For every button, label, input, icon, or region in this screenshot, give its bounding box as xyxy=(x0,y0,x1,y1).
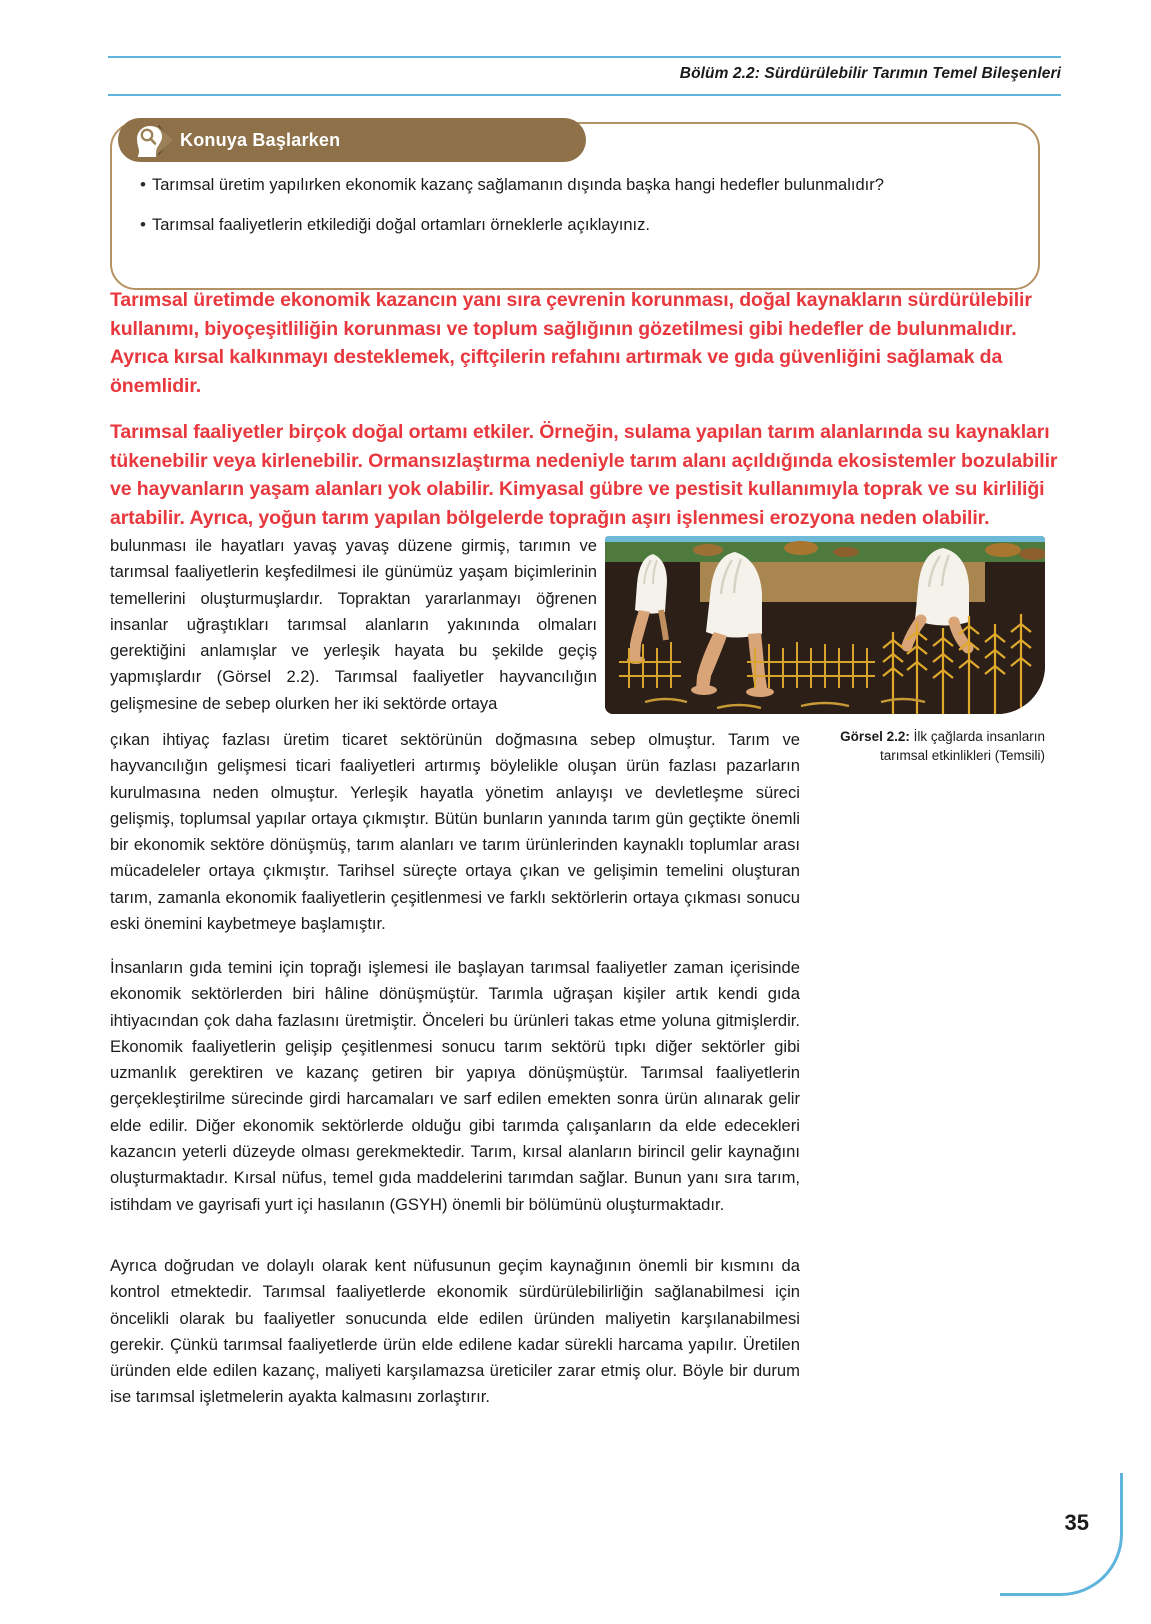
body-paragraph-1a: bulunması ile hayatları yavaş yavaş düzene girmiş, tarımın ve tarımsal faaliyetlerin keşfedilmesi ile günümüz yaşam biçimlerinin temellerini oluşturmuşlardır. Topraktan yararlanmayı öğrenen insanlar uğraştıkları tarımsal alanların yakınında olmaları gerektiğini anlamışlar ve yerleşik hayata bu şekilde geçiş yapmışlardır (Görsel 2.2). Tarımsal faaliyetler hayvancılığın gelişmesine de sebep olurken her iki sektörde ortaya xyxy=(110,536,597,713)
page-number: 35 xyxy=(1064,1510,1089,1535)
list-item xyxy=(134,172,1034,198)
question-text: Tarımsal üretim yapılırken ekonomik kazanç sağlamanın dışında başka hangi hedefler bulunmalıdır? xyxy=(152,176,884,194)
header-rule-top xyxy=(108,56,1061,58)
running-header-title: Bölüm 2.2: Sürdürülebilir Tarımın Temel Bileşenleri xyxy=(679,65,1061,82)
question-list xyxy=(134,172,1034,252)
body-paragraph-1b: çıkan ihtiyaç fazlası üretim ticaret sektörünün doğmasına sebep olmuştur. Tarım ve hayvancılığın gelişmesi ticari faaliyetleri artırmış böylelikle oluşan ürün fazlası pazarların kurulmasına neden olmuştur. Yerleşik hayatla yönetim anlayışı ve devletleşme süreci gelişmiş, toplumsal yapılar ortaya çıkmıştır. Bütün bunların yanında tarım gün geçtikte önemli bir ekonomik sektöre dönüşmüş, tarım alanları ve tarım ürünlerinden kaynaklı toplumlar arası mücadeleler ortaya çıkmıştır. Tarihsel süreçte ortaya çıkan ve gelişimin temelini oluşturan tarım, zamanla ekonomik faaliyetlerin çeşitlenmesi ve farklı sektörlerin ortaya çıkması sonucu eski önemini kaybetmeye başlamıştır. xyxy=(110,730,800,934)
figure-caption-label: Görsel 2.2: xyxy=(840,729,910,744)
body-paragraph-2: İnsanların gıda temini için toprağı işlemesi ile başlayan tarımsal faaliyetler zaman içerisinde ekonomik sektörlerden biri hâline dönüşmüştür. Tarımla uğraşan kişiler artık kendi gıda ihtiyacından çok daha fazlasını üretmiştir. Önceleri bu ürünleri takas etme yoluna gitmişlerdir. Ekonomik faaliyetlerin gelişip çeşitlenmesi sonucu tarım sektörü tıpkı diğer sektörler gibi uzmanlık gerektiren ve kazanç getiren bir yapıya dönüşmüştür. Tarımsal faaliyetlerin gerçekleştirilme sürecinde girdi harcamaları ve sarf edilen emekten sonra ürün alınarak gelir elde edilir. Diğer ekonomik sektörlerde olduğu gibi tarımda çalışanların da elde edecekleri kazancın yeterli düzeyde olması gerekmektedir. Tarım, kırsal alanların birincil gelir kaynağını oluşturmaktadır. Kırsal nüfus, temel gıda maddelerini tarımdan sağlar. Bunun yanı sıra tarım, istihdam ve gayrisafi yurt içi hasılanın (GSYH) önemli bir bölümünü oluşturmaktadır. xyxy=(110,958,800,1214)
running-header xyxy=(0,56,1151,96)
figure-caption-text: İlk çağlarda insanların tarımsal etkinlikleri (Temsili) xyxy=(879,729,1045,763)
answer-text-2: Tarımsal faaliyetler birçok doğal ortamı etkiler. Örneğin, sulama yapılan tarım alanlarında su kaynakları tükenebilir veya kirlenebilir. Ormansızlaştırma nedeniyle tarım alanı açıldığında ekosistemler bozulabilir ve hayvanların yaşam alanları yok olabilir. Kimyasal gübre ve pestisit kullanımıyla toprak ve su kirliliği artabilir. Ayrıca, yoğun tarım yapılan bölgelerde toprağın aşırı işlenmesi erozyona neden olabilir. xyxy=(110,421,1058,529)
question-text: Tarımsal faaliyetlerin etkilediği doğal ortamları örneklerle açıklayınız. xyxy=(152,216,650,234)
page-corner-rule xyxy=(1000,1473,1123,1596)
ancient-farming-illustration xyxy=(605,536,1045,714)
konuya-baslarken-title: Konuya Başlarken xyxy=(180,129,341,150)
list-item xyxy=(134,212,1034,238)
head-magnifier-icon xyxy=(128,122,178,158)
bullet-marker: • xyxy=(140,215,146,234)
answer-text-1: Tarımsal üretimde ekonomik kazancın yanı sıra çevrenin korunması, doğal kaynakların sürdürülebilir kullanımı, biyoçeşitliliğin korunması ve toplum sağlığının gözetilmesi gibi hedefler de bulunmalıdır. Ayrıca kırsal kalkınmayı desteklemek, çiftçilerin refahını artırmak ve gıda güvenliğini sağlamak da önemlidir. xyxy=(110,289,1032,397)
figure-caption xyxy=(800,728,1045,765)
bullet-marker: • xyxy=(140,175,146,194)
body-paragraph-3: Ayrıca doğrudan ve dolaylı olarak kent nüfusunun geçim kaynağının önemli bir kısmını da kontrol etmektedir. Tarımsal faaliyetlerde ekonomik sürdürülebilirliğin sağlanabilmesi için öncelikli olarak bu faaliyetler sonucunda elde edilen üründen maliyetin karşılanabilmesi gerekir. Çünkü tarımsal faaliyetlerde ürün elde edilene kadar sürekli harcama yapılır. Üretilen üründen elde edilen kazanç, maliyeti karşılamazsa üreticiler zarar etmiş olur. Böyle bir durum ise tarımsal işletmelerin ayakta kalmasını zorlaştırır. xyxy=(110,1256,800,1407)
header-rule-bottom xyxy=(108,94,1061,96)
konuya-baslarken-banner xyxy=(118,118,586,162)
